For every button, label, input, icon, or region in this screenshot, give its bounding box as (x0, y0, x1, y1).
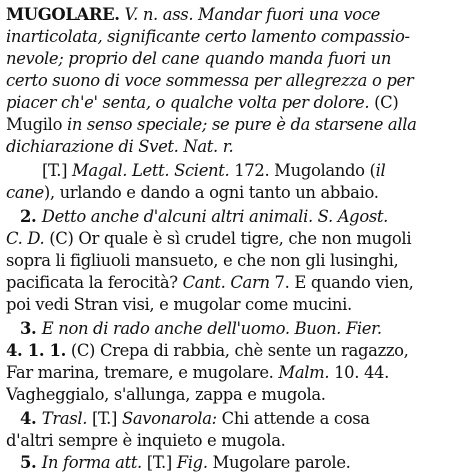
text-segment: dichiarazione di Svet. Nat. r. (6, 137, 234, 156)
text-segment: 4. (20, 409, 42, 428)
text-segment: 3. (20, 319, 42, 338)
text-line (6, 70, 464, 92)
text-segment: 7. E quando vien, (269, 273, 414, 292)
text-line (6, 384, 464, 406)
text-segment: cane (6, 183, 44, 202)
text-segment: Magal. Lett. Scient. (71, 161, 230, 180)
text-segment: C. D. (6, 229, 45, 248)
text-segment: 2. (20, 207, 42, 226)
text-segment: Malm. (278, 363, 330, 382)
text-segment: (C) (369, 93, 399, 112)
text-segment: [T.] (141, 453, 177, 472)
text-line (6, 430, 464, 452)
text-line (6, 228, 464, 250)
text-segment: Chi attende a cosa (216, 409, 370, 428)
text-segment: Detto anche d'alcuni altri animali. S. Agost. (41, 207, 389, 226)
text-segment: pacificata la ferocità? (6, 273, 183, 292)
text-segment: Savonarola: (121, 409, 217, 428)
text-segment: 4. 1. 1. (6, 341, 66, 360)
text-segment: 10. 44. (329, 363, 389, 382)
text-segment: Mugilo (6, 115, 67, 134)
text-line (20, 206, 464, 228)
text-segment: in senso speciale; se pure è da starsene alla (66, 115, 417, 134)
text-segment: 172. Mugolando ( (229, 161, 376, 180)
text-segment: il (375, 161, 386, 180)
text-segment: (C) Crepa di rabbia, chè sente un ragazzo, (65, 341, 409, 360)
text-line (6, 182, 464, 204)
text-line (20, 318, 464, 340)
text-segment: Far marina, tremare, e mugolare. (6, 363, 279, 382)
text-segment: Trasl. (41, 409, 88, 428)
text-segment: [T.] (87, 409, 122, 428)
text-segment: Vagheggialo, s'allunga, zappa e mugola. (6, 385, 326, 404)
text-segment: piacer ch'e' senta, o qualche volta per dolore. (6, 93, 370, 112)
text-segment: Cant. Carn (182, 273, 270, 292)
text-segment: [T.] (42, 161, 72, 180)
text-line (6, 4, 464, 26)
text-segment: Fig. (176, 453, 208, 472)
text-line (6, 250, 464, 272)
text-line (6, 362, 464, 384)
text-segment: certo suono di voce sommessa per allegrezza o per (6, 71, 414, 90)
text-line (6, 340, 464, 362)
text-segment: nevole; proprio del cane quando manda fuori un (6, 49, 392, 68)
text-line (6, 114, 464, 136)
text-line (20, 408, 464, 430)
text-segment: inarticolata, significante certo lamento compassio- (6, 27, 410, 46)
text-line (6, 136, 464, 158)
text-segment: Mugolare parole. (207, 453, 351, 472)
text-line (20, 452, 464, 474)
text-line (6, 272, 464, 294)
text-segment: V. n. ass. Mandar fuori una voce (124, 5, 380, 24)
text-segment: In forma att. (41, 453, 142, 472)
text-segment: MUGOLARE. (6, 5, 120, 24)
text-segment: E non di rado anche dell'uomo. Buon. Fier. (41, 319, 382, 338)
text-segment: sopra li figliuoli mansueto, e che non gli lusinghi, (6, 251, 399, 270)
text-segment: 5. (20, 453, 42, 472)
text-line (6, 26, 464, 48)
text-line (42, 160, 464, 182)
text-segment: d'altri sempre è inquieto e mugola. (6, 431, 286, 450)
text-segment: ), urlando e dando a ogni tanto un abbaio. (43, 183, 379, 202)
text-line (6, 294, 464, 316)
text-line (6, 48, 464, 70)
text-segment: (C) Or quale è sì crudel tigre, che non mugoli (44, 229, 412, 248)
text-line (6, 92, 464, 114)
text-segment: poi vedi Stran visi, e mugolar come mucini. (6, 295, 352, 314)
